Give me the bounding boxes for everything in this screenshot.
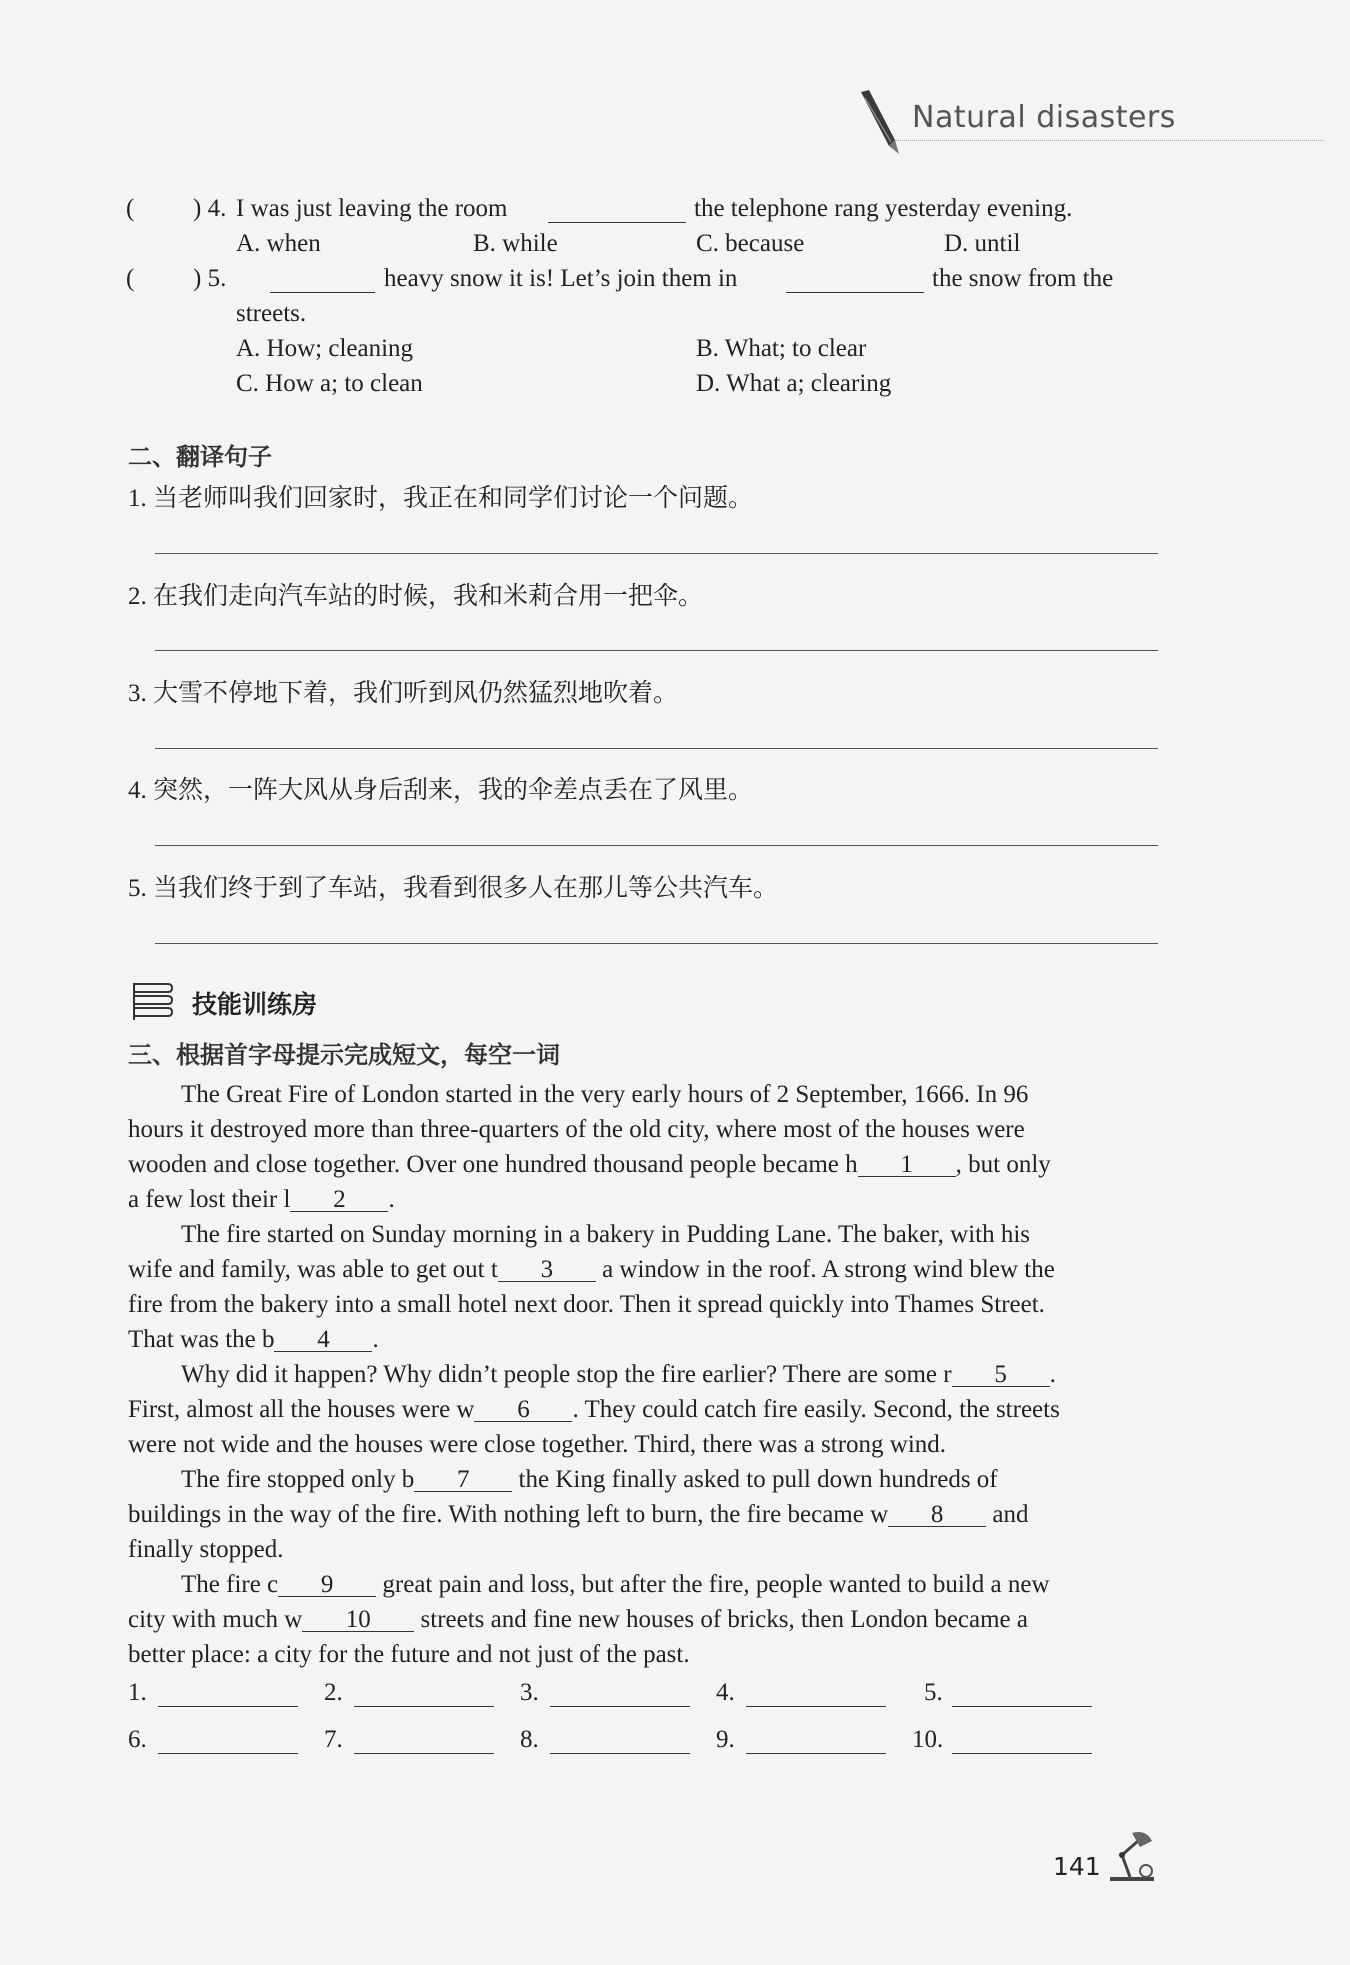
translation-item: 3. 大雪不停地下着，我们听到风仍然猛烈地吹着。 [128,680,679,707]
header-title: Natural disasters [912,100,1176,135]
passage-line [181,1568,1050,1602]
question-stem: streets. [236,300,307,327]
translation-item: 4. 突然，一阵大风从身后刮来，我的伞差点丢在了风里。 [128,777,754,804]
question-number: ) 5. [193,265,227,292]
option-d: D. What a; clearing [696,370,892,397]
answer-label: 6. [128,1726,147,1753]
desk-lamp-icon [1102,1825,1162,1885]
question-stem: I was just leaving the room [236,195,508,222]
answer-line[interactable] [952,1706,1092,1707]
passage-text: wooden and close together. Over one hundred thousand people became h [128,1151,858,1178]
translation-item: 5. 当我们终于到了车站，我看到很多人在那儿等公共汽车。 [128,875,779,902]
cloze-blank-7[interactable]: 7 [414,1463,512,1492]
answer-line[interactable] [746,1753,886,1754]
answer-line[interactable] [550,1706,690,1707]
answer-line[interactable] [158,1753,298,1754]
passage-text: That was the b [128,1326,275,1353]
passage-line [128,1393,1060,1427]
cloze-blank-1[interactable]: 1 [858,1148,956,1177]
passage-line: The Great Fire of London started in the very early hours of 2 September, 1666. In 96 [181,1081,1029,1108]
option-a: A. How; cleaning [236,335,414,362]
passage-line [181,1358,1056,1392]
passage-text: streets and fine new houses of bricks, then London became a [420,1606,1028,1633]
option-c: C. because [696,230,805,257]
question-stem: the telephone rang yesterday evening. [694,195,1073,222]
passage-text: city with much w [128,1606,303,1633]
cloze-blank-6[interactable]: 6 [474,1393,572,1422]
answer-line[interactable] [550,1753,690,1754]
passage-line: better place: a city for the future and not just of the past. [128,1641,690,1668]
passage-text: . [1049,1361,1056,1388]
answer-line[interactable] [155,845,1158,846]
question-stem: heavy snow it is! Let’s join them in [384,265,738,292]
answer-label: 10. [912,1726,944,1753]
answer-line[interactable] [155,943,1158,944]
passage-text: buildings in the way of the fire. With nothing left to burn, the fire became w [128,1501,889,1528]
stacked-lines-icon [128,980,174,1022]
passage-text: . They could catch fire easily. Second, the streets [572,1396,1060,1423]
cloze-blank-3[interactable]: 3 [498,1253,596,1282]
answer-label: 1. [128,1679,147,1706]
cloze-blank-2[interactable]: 2 [290,1183,388,1212]
option-d: D. until [944,230,1021,257]
cloze-blank-9[interactable]: 9 [278,1568,376,1597]
answer-label: 7. [324,1726,343,1753]
passage-text: great pain and loss, but after the fire, people wanted to build a new [382,1571,1050,1598]
answer-label: 8. [520,1726,539,1753]
answer-label: 2. [324,1679,343,1706]
passage-text: , but only [955,1151,1051,1178]
passage-text: . [372,1326,379,1353]
passage-line [128,1603,1028,1637]
answer-line[interactable] [354,1753,494,1754]
answer-label: 9. [716,1726,735,1753]
passage-line [128,1253,1055,1287]
passage-text: First, almost all the houses were w [128,1396,475,1423]
passage-line [128,1183,395,1217]
answer-line[interactable] [155,553,1158,554]
passage-line: hours it destroyed more than three-quarters of the old city, where most of the houses were [128,1116,1025,1143]
answer-label: 4. [716,1679,735,1706]
answer-blank[interactable] [548,222,686,223]
passage-text: . [388,1186,395,1213]
section-heading: 三、根据首字母提示完成短文，每空一词 [128,1041,560,1069]
passage-line [128,1498,1029,1532]
option-b: B. while [473,230,558,257]
passage-text: wife and family, was able to get out t [128,1256,498,1283]
pen-icon [855,88,905,160]
answer-blank[interactable] [270,292,375,293]
question-number: ) 4. [193,195,227,222]
answer-label: 3. [520,1679,539,1706]
answer-line[interactable] [354,1706,494,1707]
passage-text: a window in the roof. A strong wind blew the [602,1256,1055,1283]
translation-item: 2. 在我们走向汽车站的时候，我和米莉合用一把伞。 [128,583,704,610]
passage-text: Why did it happen? Why didn’t people stop the fire earlier? There are some r [181,1361,952,1388]
option-a: A. when [236,230,321,257]
passage-text: The fire c [181,1571,279,1598]
passage-line: were not wide and the houses were close together. Third, there was a strong wind. [128,1431,947,1458]
header-rule [895,140,1325,141]
option-b: B. What; to clear [696,335,867,362]
passage-text: the King finally asked to pull down hundreds of [518,1466,998,1493]
passage-text: The fire stopped only b [181,1466,415,1493]
passage-text: a few lost their l [128,1186,291,1213]
answer-paren-open: ( [126,265,135,292]
answer-line[interactable] [952,1753,1092,1754]
cloze-blank-5[interactable]: 5 [952,1358,1050,1387]
answer-line[interactable] [155,748,1158,749]
passage-line [181,1463,998,1497]
passage-line [128,1323,379,1357]
answer-line[interactable] [158,1706,298,1707]
page-number: 141 [1053,1852,1101,1881]
translation-item: 1. 当老师叫我们回家时，我正在和同学们讨论一个问题。 [128,485,754,512]
passage-line: finally stopped. [128,1536,284,1563]
section-heading: 二、翻译句子 [128,443,272,471]
passage-line: fire from the bakery into a small hotel next door. Then it spread quickly into Thames Street. [128,1291,1045,1318]
option-c: C. How a; to clean [236,370,423,397]
answer-label: 5. [924,1679,943,1706]
passage-line [128,1148,1051,1182]
passage-line: The fire started on Sunday morning in a bakery in Pudding Lane. The baker, with his [181,1221,1031,1248]
answer-paren-open: ( [126,195,135,222]
answer-blank[interactable] [786,292,924,293]
skills-title: 技能训练房 [192,990,318,1019]
answer-line[interactable] [155,650,1158,651]
cloze-blank-8[interactable]: 8 [888,1498,986,1527]
passage-text: and [992,1501,1029,1528]
cloze-blank-4[interactable]: 4 [274,1323,372,1352]
answer-line[interactable] [746,1706,886,1707]
cloze-blank-10[interactable]: 10 [302,1603,414,1632]
question-stem: the snow from the [932,265,1114,292]
